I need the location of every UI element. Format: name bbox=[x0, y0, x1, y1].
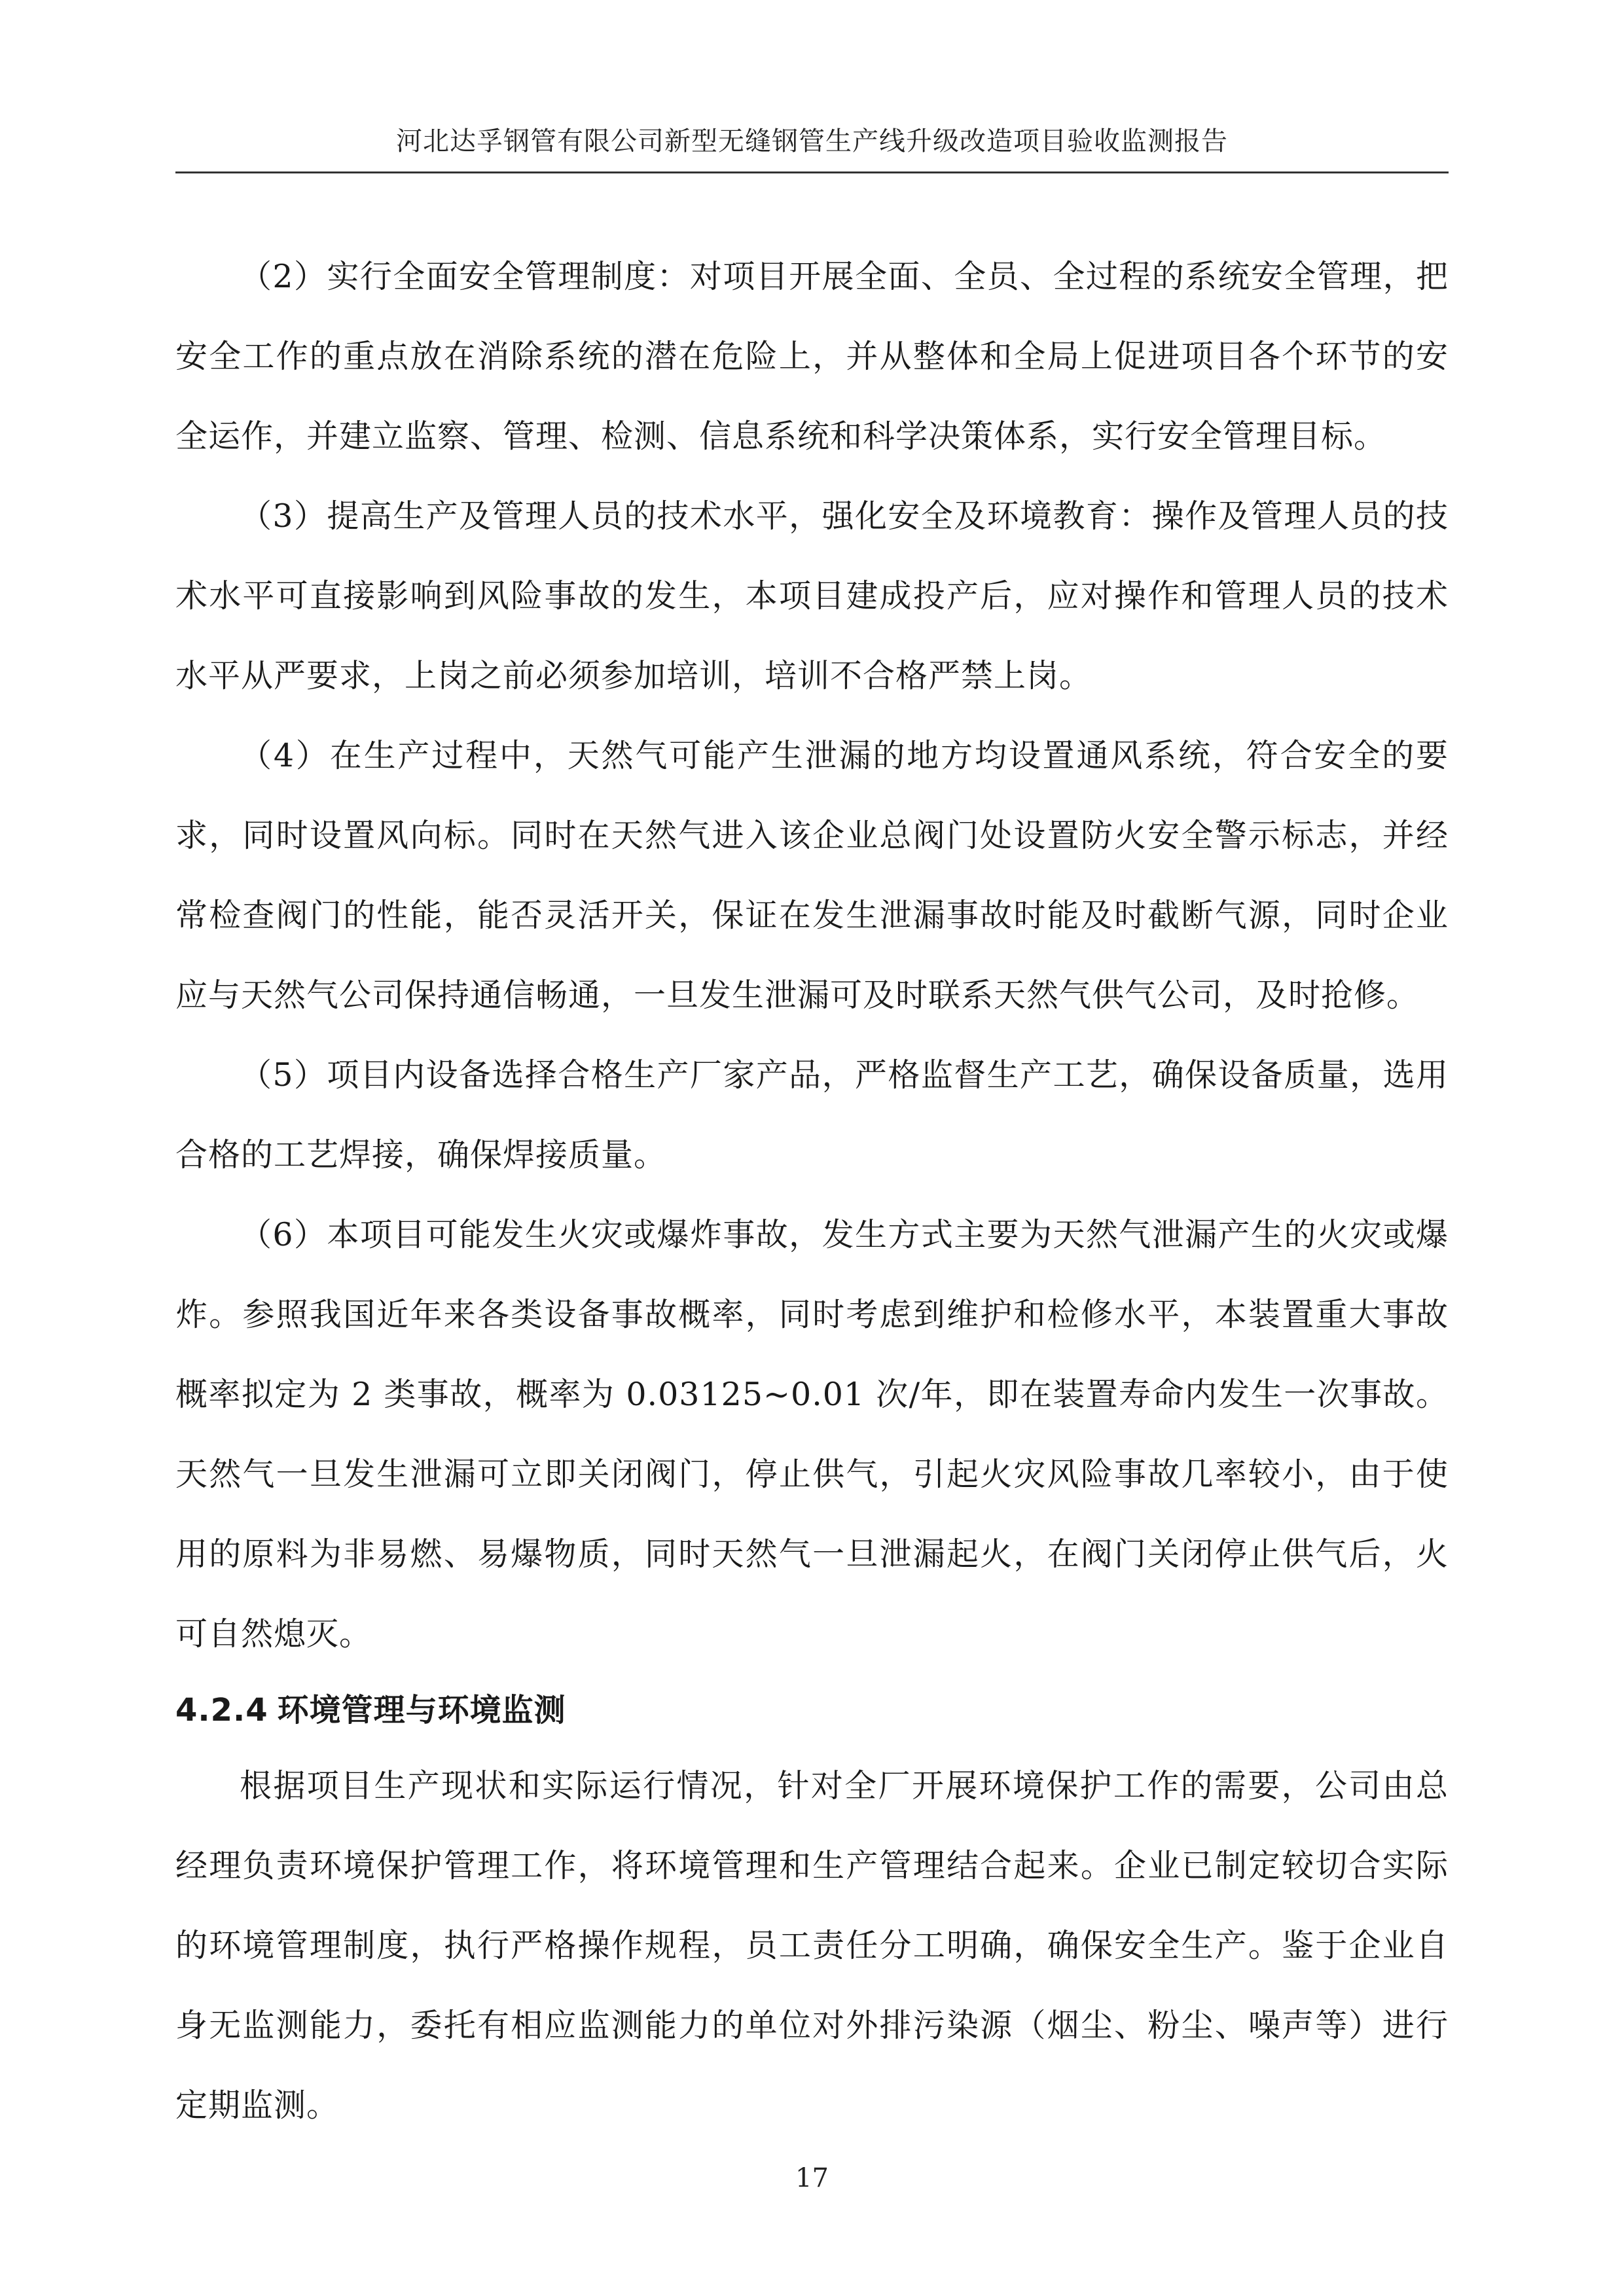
section-number: 4.2.4 bbox=[175, 1692, 268, 1729]
paragraph-accident-probability: （6）本项目可能发生火灾或爆炸事故，发生方式主要为天然气泄漏产生的火灾或爆炸。参照我国近年来各类设备事故概率，同时考虑到维护和检修水平，本装置重大事故概率拟定为 2 类事故，概率为 0.03125~0.01 次/年，即在装置寿命内发生一次事故。天然气一旦发生泄漏可立即关闭阀门，停止供气，引起火灾风险事故几率较小，由于使用的原料为非易燃、易爆物质，同时天然气一旦泄漏起火，在阀门关闭停止供气后，火可自然熄灭。 bbox=[175, 1216, 1449, 1653]
header-divider bbox=[175, 171, 1449, 173]
section-title: 环境管理与环境监测 bbox=[277, 1692, 566, 1729]
page-number: 17 bbox=[795, 2163, 829, 2193]
paragraph-staff-training: （3）提高生产及管理人员的技术水平，强化安全及环境教育：操作及管理人员的技术水平可直接影响到风险事故的发生，本项目建成投产后，应对操作和管理人员的技术水平从严要求，上岗之前必须参加培训，培训不合格严禁上岗。 bbox=[175, 497, 1449, 694]
paragraph-equipment-quality: （5）项目内设备选择合格生产厂家产品，严格监督生产工艺，确保设备质量，选用合格的工艺焊接，确保焊接质量。 bbox=[175, 1056, 1449, 1174]
report-title: 河北达孚钢管有限公司新型无缝钢管生产线升级改造项目验收监测报告 bbox=[396, 126, 1228, 156]
document-body bbox=[175, 237, 1449, 2145]
paragraph-gas-ventilation: （4）在生产过程中，天然气可能产生泄漏的地方均设置通风系统，符合安全的要求，同时设置风向标。同时在天然气进入该企业总阀门处设置防火安全警示标志，并经常检查阀门的性能，能否灵活开关，保证在发生泄漏事故时能及时截断气源，同时企业应与天然气公司保持通信畅通，一旦发生泄漏可及时联系天然气供气公司，及时抢修。 bbox=[175, 737, 1449, 1014]
paragraph-environment-management: 根据项目生产现状和实际运行情况，针对全厂开展环境保护工作的需要，公司由总经理负责环境保护管理工作，将环境管理和生产管理结合起来。企业已制定较切合实际的环境管理制度，执行严格操作规程，员工责任分工明确，确保安全生产。鉴于企业自身无监测能力，委托有相应监测能力的单位对外排污染源（烟尘、粉尘、噪声等）进行定期监测。 bbox=[175, 1767, 1449, 2124]
section-heading bbox=[175, 1674, 1449, 1746]
page-header bbox=[175, 122, 1449, 161]
paragraph-safety-management: （2）实行全面安全管理制度：对项目开展全面、全员、全过程的系统安全管理，把安全工作的重点放在消除系统的潜在危险上，并从整体和全局上促进项目各个环节的安全运作，并建立监察、管理、检测、信息系统和科学决策体系，实行安全管理目标。 bbox=[175, 258, 1449, 455]
